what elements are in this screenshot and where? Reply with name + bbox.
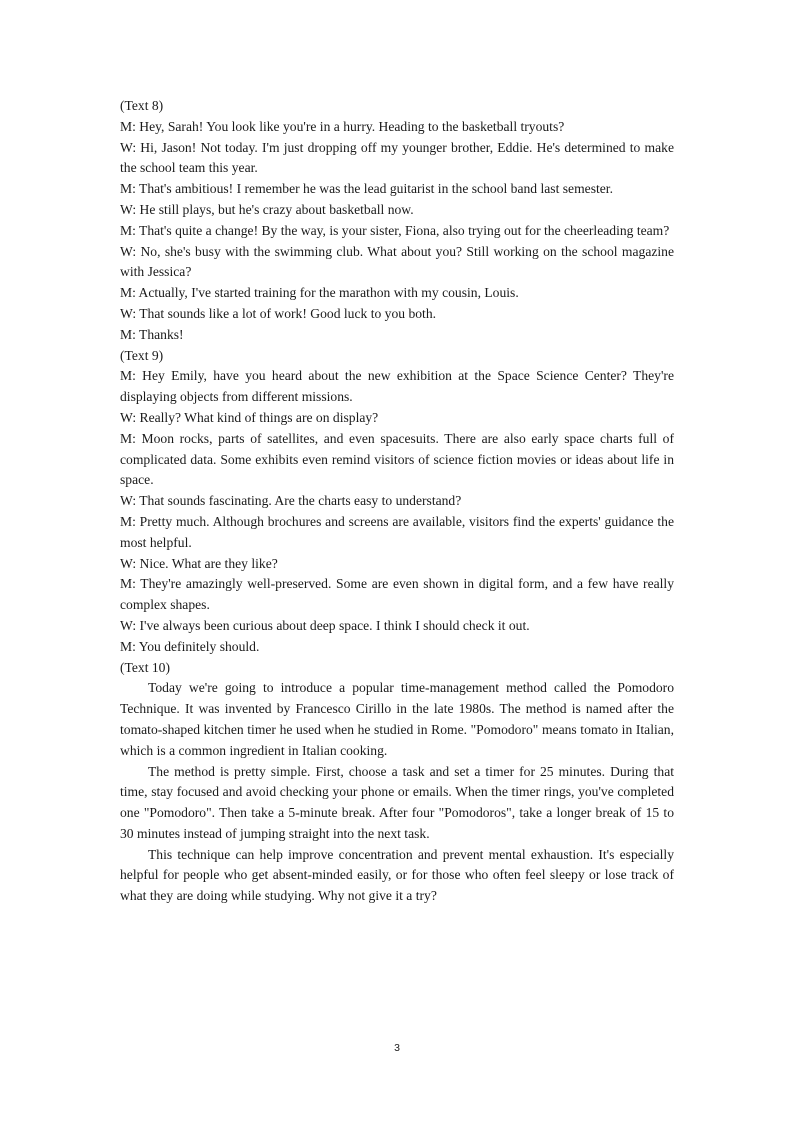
dialogue-line: W: Really? What kind of things are on display? — [120, 409, 379, 425]
dialogue-line: W: I've always been curious about deep space. I think I should check it out. — [120, 617, 530, 633]
dialogue-line: M: That's quite a change! By the way, is your sister, Fiona, also trying out for the cheerleading team? — [120, 222, 670, 238]
dialogue-line: M: They're amazingly well-preserved. Some are even shown in digital form, and a few have really complex shapes. — [120, 576, 674, 613]
monologue-paragraph: Today we're going to introduce a popular time-management method called the Pomodoro Technique. It was invented by Francesco Cirillo in the late 1980s. The method is named after the tomato-shaped kitchen timer he used when he studied in Rome. "Pomodoro" means tomato in Italian, which is a common ingredient in Italian cooking. — [120, 680, 674, 758]
dialogue-line: M: Actually, I've started training for the marathon with my cousin, Louis. — [120, 285, 519, 301]
page-number: 3 — [394, 1042, 400, 1054]
dialogue-line: M: You definitely should. — [120, 638, 260, 654]
dialogue-line: M: Moon rocks, parts of satellites, and even spacesuits. There are also early space charts full of complicated data. Some exhibits even remind visitors of science fiction movies or ideas about life in space. — [120, 430, 674, 488]
dialogue-line: W: Hi, Jason! Not today. I'm just dropping off my younger brother, Eddie. He's determined to make the school team this year. — [120, 139, 674, 176]
dialogue-line: W: Nice. What are they like? — [120, 555, 278, 571]
dialogue-line: W: That sounds fascinating. Are the charts easy to understand? — [120, 493, 462, 509]
dialogue-line: M: Thanks! — [120, 326, 184, 342]
text-8-heading: (Text 8) — [120, 98, 164, 113]
text-9-heading: (Text 9) — [120, 347, 164, 363]
monologue-paragraph: The method is pretty simple. First, choose a task and set a timer for 25 minutes. During that time, stay focused and avoid checking your phone or emails. When the timer rings, you've completed one "Pomodoro". Then take a 5-minute break. After four "Pomodoros", take a longer break of 15 to 30 minutes instead of jumping straight into the next task. — [120, 763, 674, 841]
document-body — [120, 96, 674, 907]
text-10-heading: (Text 10) — [120, 659, 171, 675]
dialogue-line: M: Hey, Sarah! You look like you're in a hurry. Heading to the basketball tryouts? — [120, 118, 565, 134]
dialogue-line: W: No, she's busy with the swimming club. What about you? Still working on the school magazine with Jessica? — [120, 243, 674, 280]
dialogue-line: W: He still plays, but he's crazy about basketball now. — [120, 201, 414, 217]
dialogue-line: M: Hey Emily, have you heard about the new exhibition at the Space Science Center? They're displaying objects from different missions. — [120, 368, 674, 405]
dialogue-line: W: That sounds like a lot of work! Good luck to you both. — [120, 305, 437, 321]
monologue-paragraph: This technique can help improve concentration and prevent mental exhaustion. It's especially helpful for people who get absent-minded easily, or for those who often feel sleepy or lose track of what they are doing while studying. Why not give it a try? — [120, 846, 674, 904]
dialogue-line: M: That's ambitious! I remember he was the lead guitarist in the school band last semester. — [120, 181, 613, 197]
dialogue-line: M: Pretty much. Although brochures and screens are available, visitors find the experts' guidance the most helpful. — [120, 513, 674, 550]
